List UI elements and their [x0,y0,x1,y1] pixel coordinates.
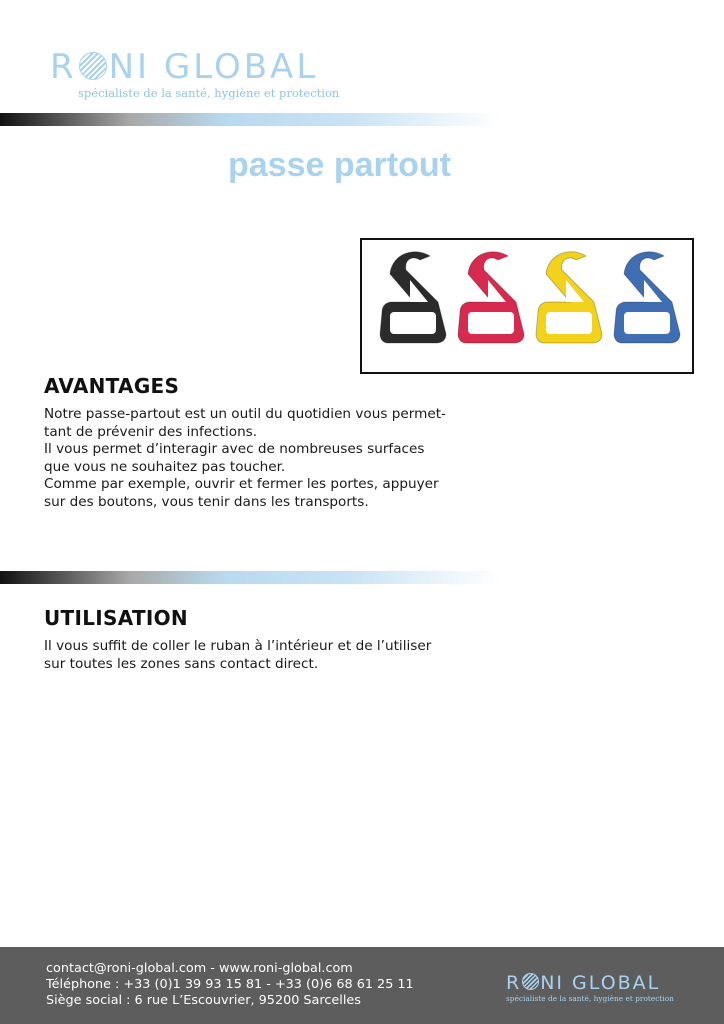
footer [0,947,724,1024]
product-photo [360,238,694,374]
footer-contact-block [46,961,414,1009]
page-title: passe partout [228,146,451,184]
avantages-text [44,406,494,512]
avantages-line: tant de prévenir des infections. [44,423,258,440]
footer-globe-icon [522,973,539,990]
hook-shape [536,252,602,343]
footer-tagline: spécialiste de la santé, hygiène et protection [506,994,674,1003]
utilisation-heading: UTILISATION [44,606,188,630]
footer-address-line: Siège social : 6 rue L’Escouvrier, 95200 Sarcelles [46,993,361,1008]
utilisation-line: Il vous suffit de coller le ruban à l’intérieur et de l’utiliser [44,638,432,654]
footer-logo-letter-r: R [506,972,522,994]
footer-phone-line: Téléphone : +33 (0)1 39 93 15 81 - +33 (0)6 68 61 25 11 [46,977,414,992]
header-logo [50,47,319,87]
avantages-line: Il vous permet d’interagir avec de nombreuses surfaces [44,441,425,458]
avantages-line: Comme par exemple, ouvrir et fermer les portes, appuyer [44,476,439,493]
avantages-line: sur des boutons, vous tenir dans les transports. [44,493,369,510]
middle-gradient-divider [0,571,500,584]
utilisation-text [44,638,494,673]
avantages-line: Notre passe-partout est un outil du quotidien vous permet- [44,406,446,422]
hook-shape [380,252,446,343]
footer-logo [506,973,660,993]
logo-letter-r: R [50,47,77,87]
utilisation-line: sur toutes les zones sans contact direct. [44,655,319,672]
logo-text: NI GLOBAL [108,47,319,87]
footer-contact-line: contact@roni-global.com - www.roni-global.com [46,961,353,976]
door-opener-hooks-image [362,240,692,372]
avantages-line: que vous ne souhaitez pas toucher. [44,458,286,475]
footer-logo-text: NI GLOBAL [540,972,661,994]
top-gradient-divider [0,113,500,126]
avantages-heading: AVANTAGES [44,374,180,398]
hook-shape [614,252,680,343]
header-tagline: spécialiste de la santé, hygiène et protection [78,86,340,100]
globe-icon [79,52,107,80]
hook-shape [458,252,524,343]
